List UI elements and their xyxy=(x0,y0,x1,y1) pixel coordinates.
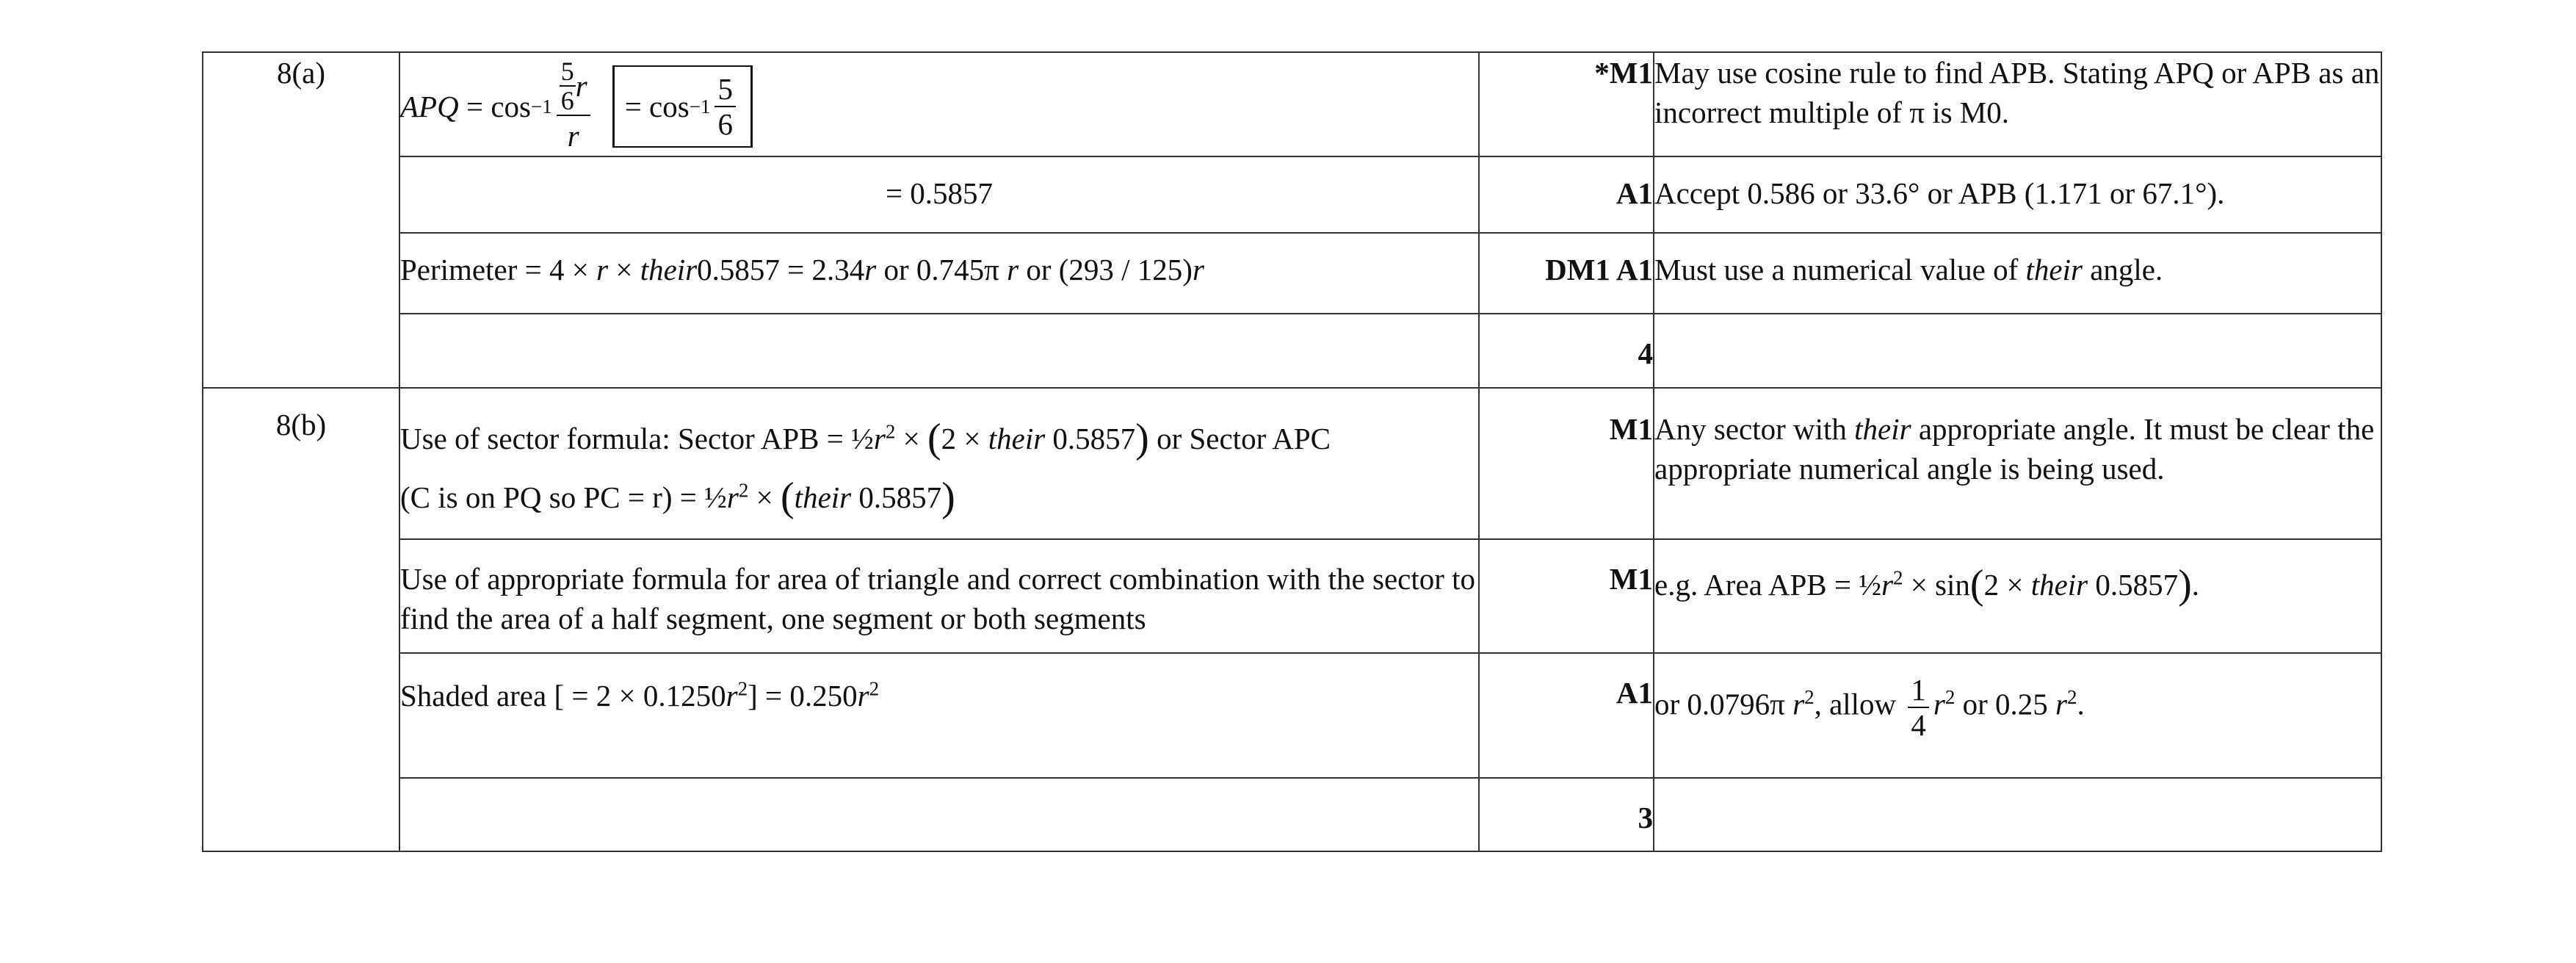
table-row xyxy=(203,778,2381,851)
table-row xyxy=(203,314,2381,388)
guidance-cell: May use cosine rule to find APB. Stating APQ or APB as an incorrect multiple of π is M0. xyxy=(1654,52,2381,156)
guidance-cell xyxy=(1654,778,2381,851)
answer-line-2: (C is on PQ so PC = $r) = \frac{1}{2}r^2$ × (their 0.5857) xyxy=(400,475,955,520)
answer-cell: Shaded area [ = $2 \times 0.1250r^2] = 0.250r^2$ xyxy=(399,653,1479,778)
mark-cell: DM1 A1 xyxy=(1479,233,1654,314)
question-label: 8(a) xyxy=(203,52,399,388)
total-mark-cell: 4 xyxy=(1479,314,1654,388)
table-row xyxy=(203,539,2381,653)
guidance-cell: Any sector with their appropriate angle. It must be clear the appropriate numerical angle is being used. xyxy=(1654,388,2381,539)
answer-line-1: Use of sector formula: Sector APB = $\frac{1}{2}r^2 \times (2$ × their 0.5857) or Sector APC xyxy=(400,416,1331,461)
mark-cell: M1 xyxy=(1479,539,1654,653)
fraction-outer: 5 6 r r xyxy=(557,57,590,156)
mark-cell: *M1 xyxy=(1479,52,1654,156)
math-expression: APQ = cos −1 5 6 r r = cos −1 $\frac{5}{6}$ xyxy=(400,57,753,156)
mark-scheme-table xyxy=(202,51,2382,852)
guidance-cell: e.g. Area APB = $\frac{1}{2}r^2 \times \sin(2$ × their 0.5857). xyxy=(1654,539,2381,653)
answer-cell: Perimeter = 4 × r × their0.5857 = 2.34r or 0.745π r or (293 / 125)r xyxy=(399,233,1479,314)
question-label: 8(b) xyxy=(203,388,399,851)
fraction-inner: 5 6 xyxy=(560,57,574,115)
mark-cell: M1 xyxy=(1479,388,1654,539)
table-row xyxy=(203,156,2381,233)
bracket-fraction: $\frac{5}{6}$ xyxy=(714,72,736,141)
mark-cell: A1 xyxy=(1479,653,1654,778)
answer-cell: Use of appropriate formula for area of triangle and correct combination with the sector to find the area of a half segment, one segment or both segments xyxy=(399,539,1479,653)
guidance-cell: or 0.0796π $r^2$, allow $\frac{1}{4}$ $r^2$ or 0.25 $r^2$. xyxy=(1654,653,2381,778)
quarter-fraction: $\frac{1}{4}$ xyxy=(1908,673,1929,742)
table-row xyxy=(203,233,2381,314)
answer-cell xyxy=(399,778,1479,851)
table-row xyxy=(203,52,2381,156)
table-row xyxy=(203,653,2381,778)
guidance-cell: Accept 0.586 or 33.6° or APB (1.171 or 67.1°). xyxy=(1654,156,2381,233)
guidance-cell xyxy=(1654,314,2381,388)
answer-cell: = 0.5857 xyxy=(399,156,1479,233)
answer-cell xyxy=(399,388,1479,539)
answer-cell xyxy=(399,52,1479,156)
total-mark-cell: 3 xyxy=(1479,778,1654,851)
guidance-cell: Must use a numerical value of their angle. xyxy=(1654,233,2381,314)
table-row xyxy=(203,388,2381,539)
answer-cell xyxy=(399,314,1479,388)
bracket-expression: = cos −1 $\frac{5}{6}$ xyxy=(612,65,753,148)
mark-cell: A1 xyxy=(1479,156,1654,233)
